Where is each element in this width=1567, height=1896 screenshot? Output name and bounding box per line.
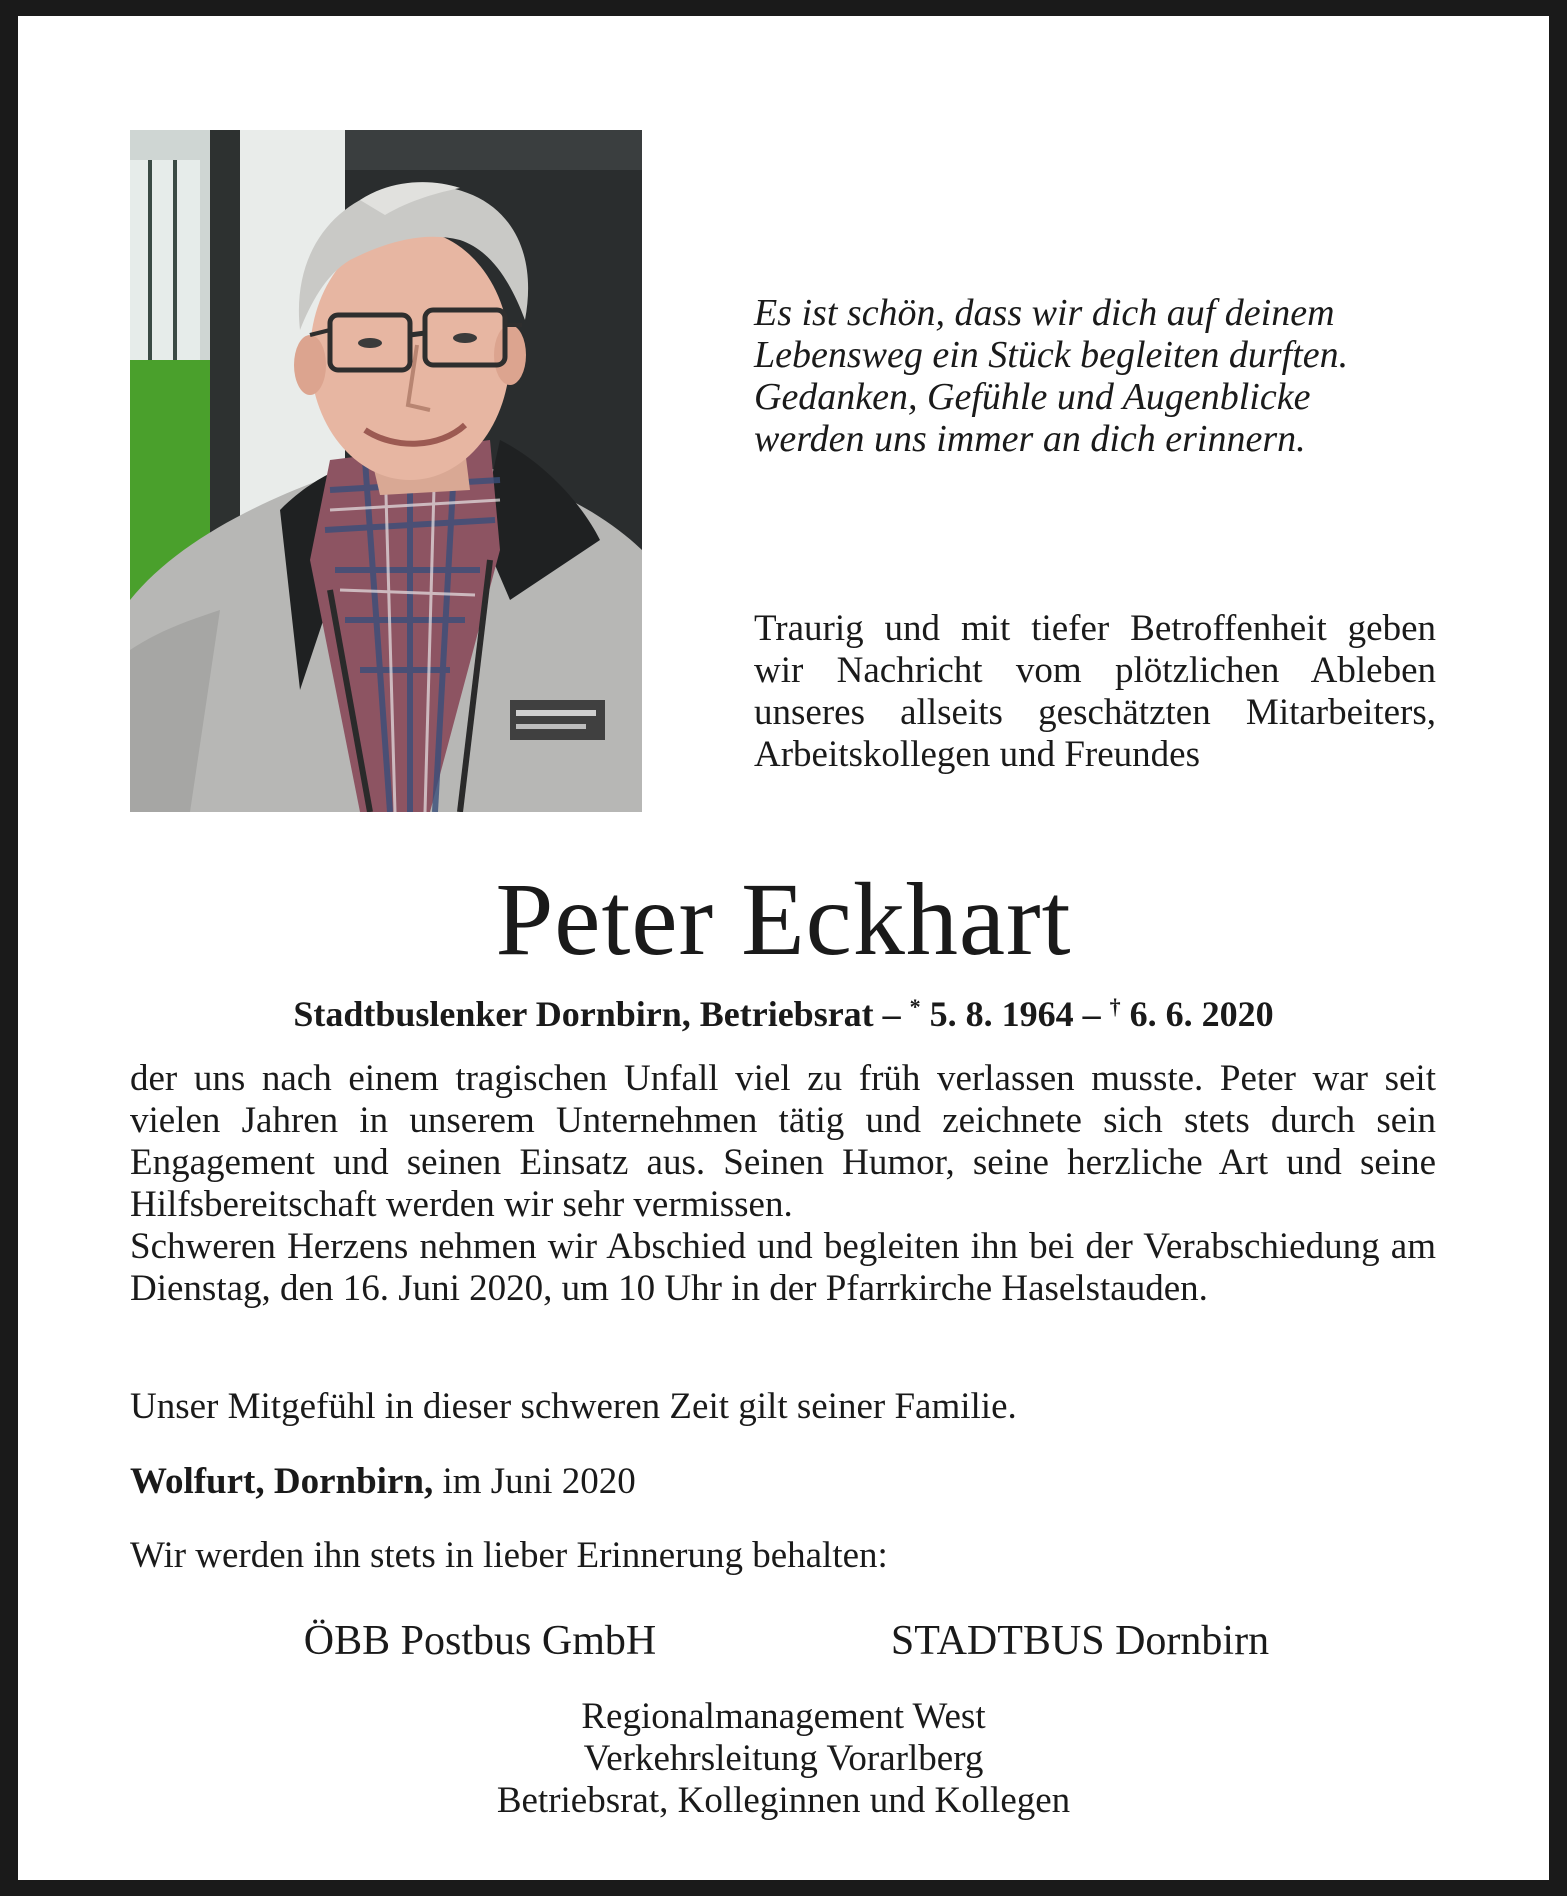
place-month: im Juni 2020	[442, 1461, 636, 1502]
memorial-quote	[754, 292, 1454, 460]
signatory-units	[0, 1696, 1567, 1822]
portrait-photo	[130, 130, 642, 812]
announcement-text: Traurig und mit tiefer Betroffenheit geben wir Nachricht vom plötzlichen Ableben unseres allseits geschätzten Mitarbeiters, Arbeitskollegen und Freundes	[754, 608, 1436, 775]
quote-line: Es ist schön, dass wir dich auf deinem	[754, 292, 1335, 334]
place-location: Wolfurt, Dornbirn,	[130, 1461, 434, 1502]
deceased-name: Peter Eckhart	[495, 862, 1072, 977]
body-paragraph-1: der uns nach einem tragischen Unfall viel zu früh verlassen musste. Peter war seit vielen Jahren in unserem Unternehmen tätig und zeichnete sich stets durch sein Engagement und seinen Einsatz aus. Seinen Humor, seine herzliche Art und seine Hilfsbereitschaft werden wir sehr vermissen.	[130, 1058, 1436, 1225]
unit-line: Betriebsrat, Kolleginnen und Kollegen	[496, 1780, 1071, 1821]
quote-line: Gedanken, Gefühle und Augenblicke	[754, 376, 1311, 418]
body-paragraph-2: Schweren Herzens nehmen wir Abschied und begleiten ihn bei der Verabschiedung am Dienstag, den 16. Juni 2020, um 10 Uhr in der Pfarrkirche Haselstauden.	[130, 1226, 1436, 1309]
sympathy-line: Unser Mitgefühl in dieser schweren Zeit gilt seiner Familie.	[130, 1386, 1017, 1427]
unit-line: Verkehrsleitung Vorarlberg	[583, 1738, 984, 1779]
birth-date: 5. 8. 1964	[929, 994, 1074, 1034]
separator: –	[873, 994, 910, 1034]
body-text	[130, 1058, 1436, 1310]
organization-right: STADTBUS Dornbirn	[890, 1618, 1270, 1664]
separator: –	[1073, 994, 1110, 1034]
quote-line: werden uns immer an dich erinnern.	[754, 418, 1306, 460]
organization-left: ÖBB Postbus GmbH	[303, 1618, 657, 1664]
deceased-subtitle	[0, 985, 1567, 1036]
birth-symbol: *	[909, 994, 921, 1019]
death-date: 6. 6. 2020	[1129, 994, 1274, 1034]
deceased-role: Stadtbuslenker Dornbirn, Betriebsrat	[293, 994, 874, 1034]
unit-line: Regionalmanagement West	[581, 1696, 986, 1737]
death-symbol: †	[1109, 994, 1121, 1019]
place-date	[130, 1461, 636, 1503]
quote-line: Lebensweg ein Stück begleiten durften.	[754, 334, 1349, 376]
remember-line: Wir werden ihn stets in lieber Erinnerung behalten:	[130, 1535, 888, 1576]
